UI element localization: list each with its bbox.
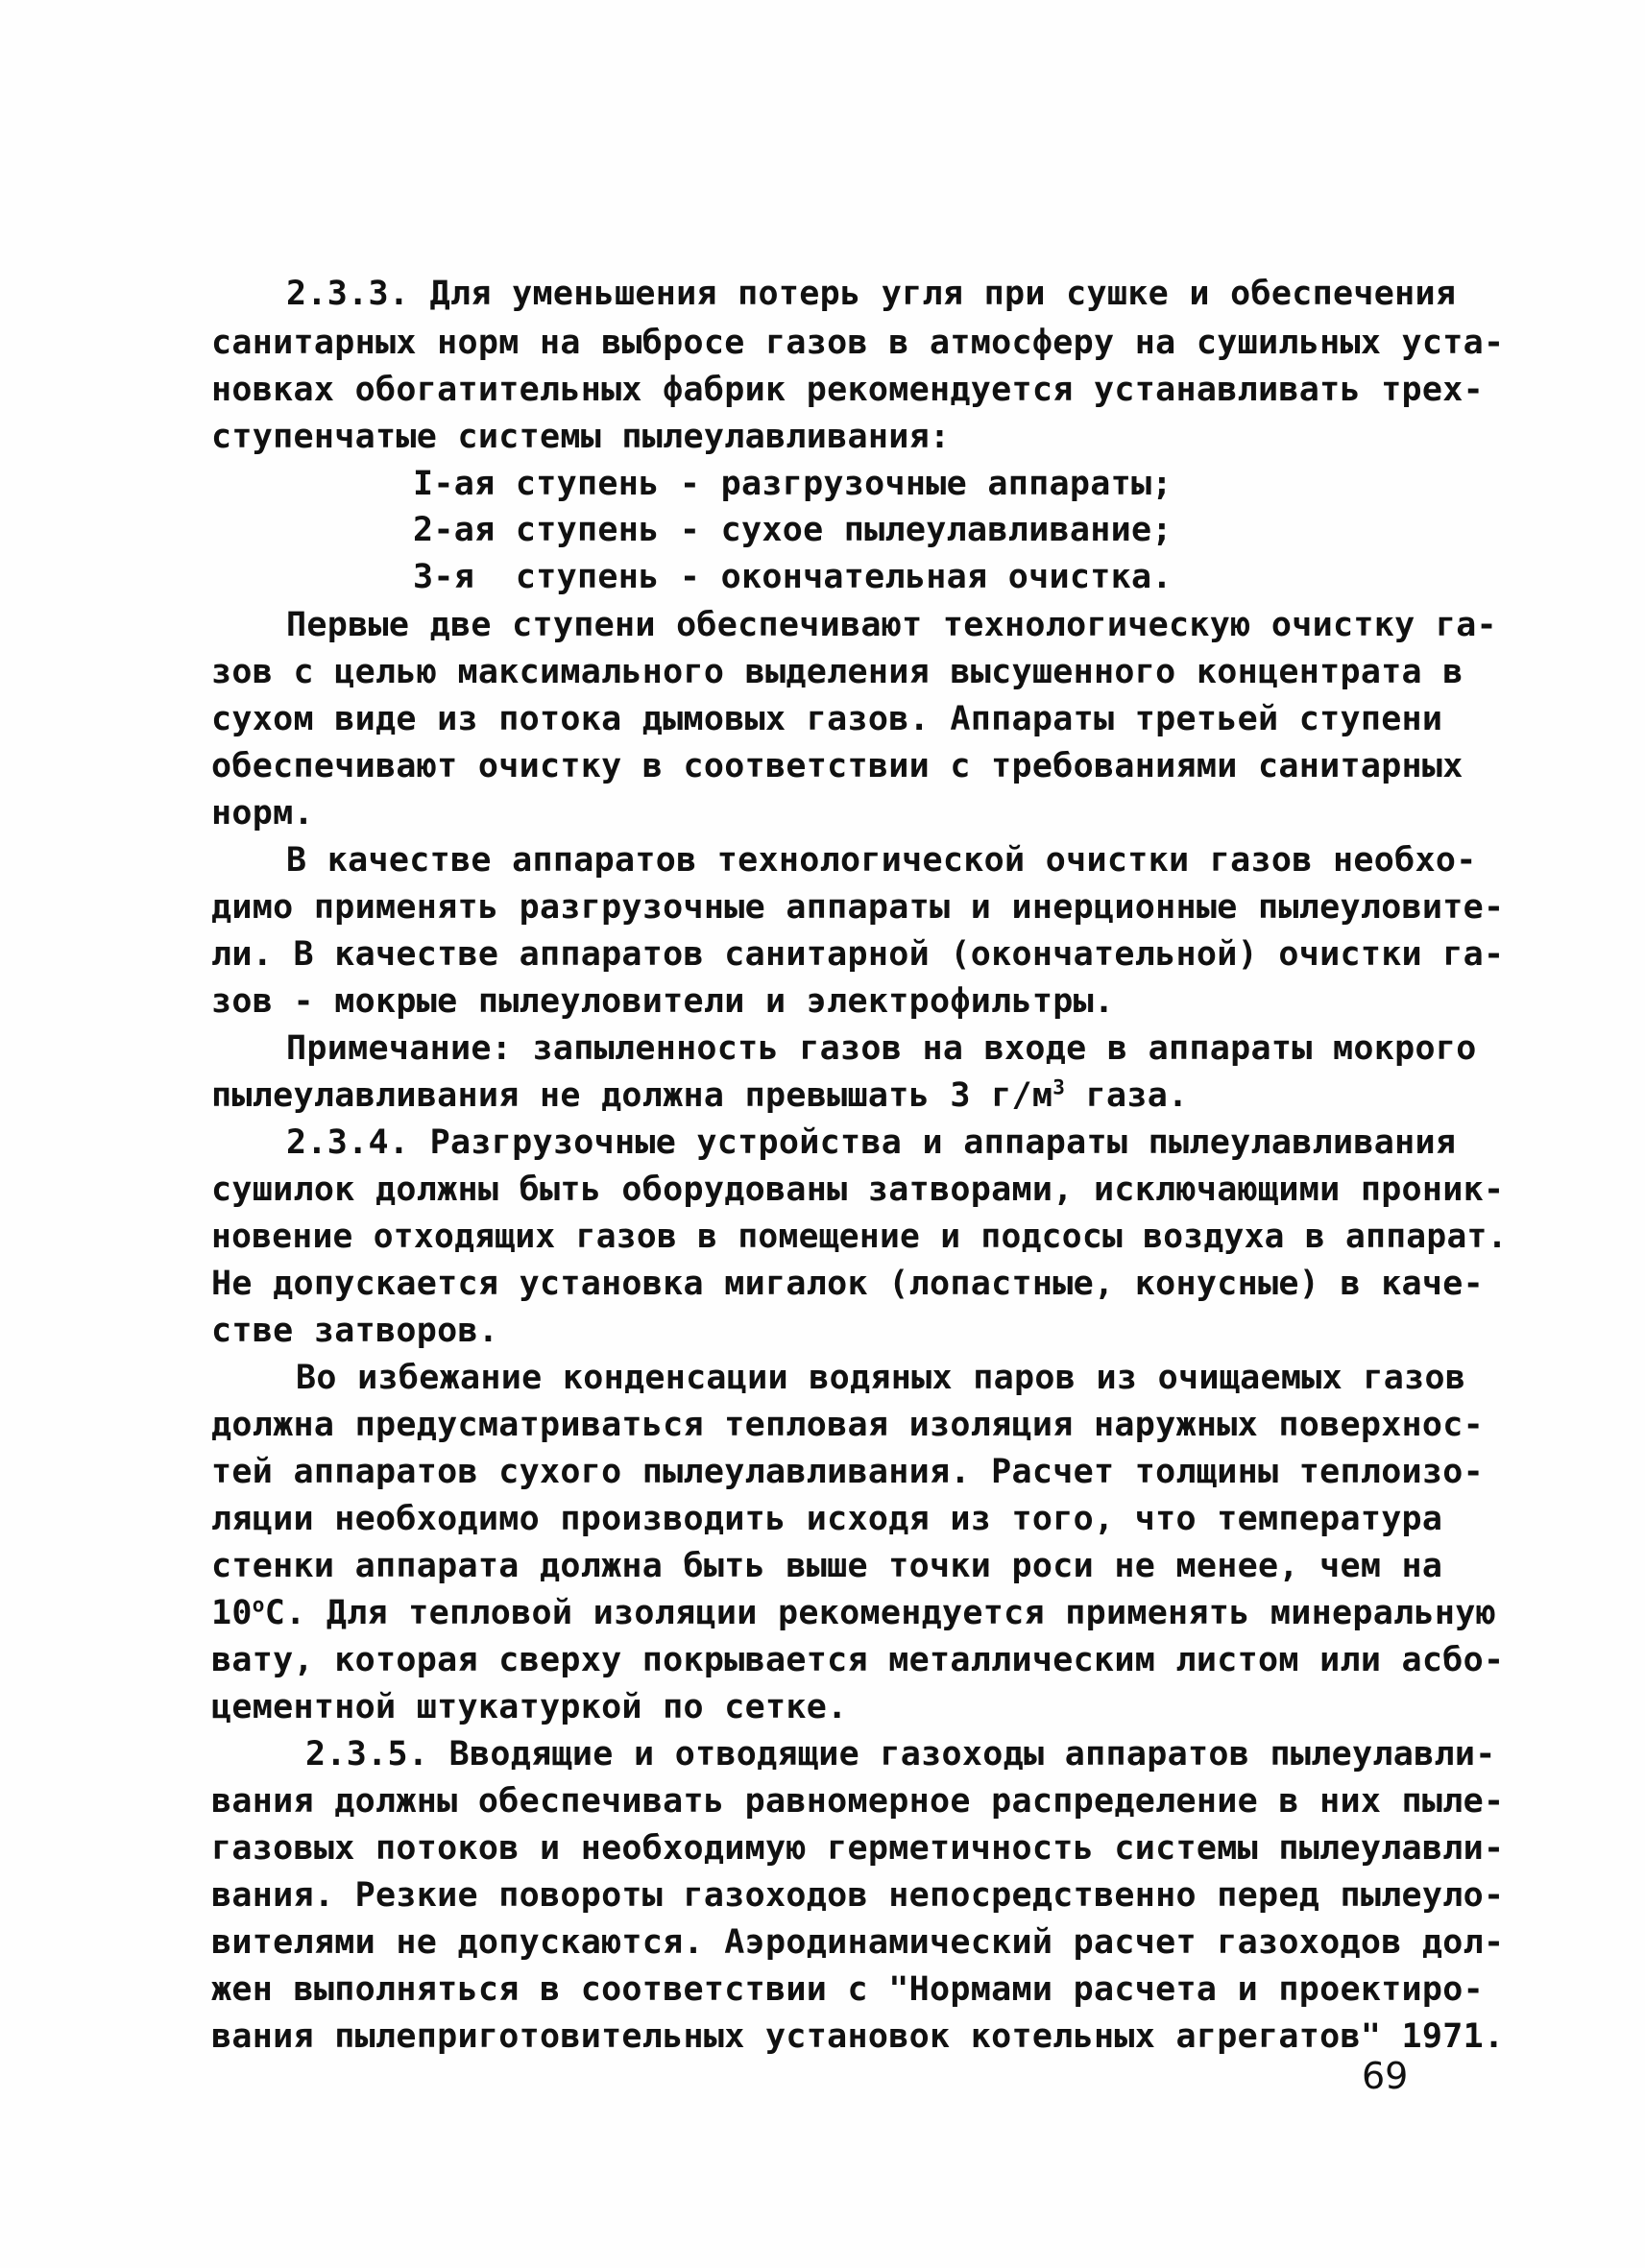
text-line: вания должны обеспечивать равномерное распределение в них пыле- [211,1782,1505,1821]
text-line: Во избежание конденсации водяных паров из очищаемых газов [296,1359,1466,1397]
text-line: 2.3.3. Для уменьшения потерь угля при сушке и обеспечения [286,275,1457,313]
text-segment: газа. [1065,1076,1189,1115]
text-line: новках обогатительных фабрик рекомендуется устанавливать трех- [211,371,1485,409]
text-line: 2.3.4. Разгрузочные устройства и аппараты пылеулавливания [286,1123,1457,1162]
text-line: ступенчатые системы пылеулавливания: [211,418,951,456]
text-line [211,1073,1188,1119]
text-line: зов - мокрые пылеуловители и электрофильтры. [211,982,1115,1021]
text-line: 2-ая ступень - сухое пылеулавливание; [413,511,1173,549]
text-line: тей аппаратов сухого пылеулавливания. Расчет толщины теплоизо- [211,1453,1485,1491]
text-line: зов с целью максимального выделения высушенного концентрата в [211,653,1464,691]
text-line: должна предусматриваться тепловая изоляция наружных поверхнос- [211,1406,1485,1444]
text-line: стве затворов. [211,1312,499,1350]
text-segment: С. Для тепловой изоляции рекомендуется применять минеральную [264,1594,1497,1632]
text-segment: пылеулавливания не должна превышать 3 г/м [211,1076,1053,1115]
text-line: 3-я ступень - окончательная очистка. [413,558,1173,596]
text-line: Первые две ступени обеспечивают технологическую очистку га- [286,606,1497,644]
text-line: димо применять разгрузочные аппараты и инерционные пылеуловите- [211,888,1505,927]
text-line: I-ая ступень - разгрузочные аппараты; [413,465,1173,503]
text-line: вания пылеприготовительных установок котельных агрегатов" 1971. [211,2017,1505,2056]
superscript: о [252,1593,265,1617]
text-line: ляции необходимо производить исходя из того, что температура [211,1500,1443,1538]
text-line: ли. В качестве аппаратов санитарной (окончательной) очистки га- [211,935,1505,974]
text-line: Не допускается установка мигалок (лопастные, конусные) в каче- [211,1265,1485,1303]
page-number: 69 [1362,2055,1409,2097]
text-line: сушилок должны быть оборудованы затворами, исключающими проник- [211,1170,1505,1209]
text-line: новение отходящих газов в помещение и подсосы воздуха в аппарат. [211,1218,1508,1256]
text-line: газовых потоков и необходимую герметичность системы пылеулавли- [211,1829,1505,1868]
text-line: Примечание: запыленность газов на входе в аппараты мокрого [286,1029,1477,1068]
superscript: 3 [1052,1075,1066,1099]
text-line: жен выполняться в соответствии с "Нормами расчета и проектиро- [211,1970,1485,2009]
text-line: обеспечивают очистку в соответствии с требованиями санитарных [211,747,1464,785]
text-line: цементной штукатуркой по сетке. [211,1688,848,1726]
text-line: вания. Резкие повороты газоходов непосредственно перед пылеуло- [211,1876,1505,1915]
text-line: вату, которая сверху покрывается металлическим листом или асбо- [211,1641,1505,1679]
text-line: сухом виде из потока дымовых газов. Аппараты третьей ступени [211,700,1443,738]
text-line: В качестве аппаратов технологической очистки газов необхо- [286,841,1477,880]
text-line: стенки аппарата должна быть выше точки роси не менее, чем на [211,1547,1443,1585]
text-segment: 10 [211,1594,253,1632]
text-line: вителями не допускаются. Аэродинамический расчет газоходов дол- [211,1923,1505,1962]
text-line: норм. [211,794,314,832]
text-line: санитарных норм на выбросе газов в атмосферу на сушильных уста- [211,324,1505,362]
text-line: 2.3.5. Вводящие и отводящие газоходы аппаратов пылеулавли- [305,1735,1496,1773]
text-line [211,1590,1496,1636]
